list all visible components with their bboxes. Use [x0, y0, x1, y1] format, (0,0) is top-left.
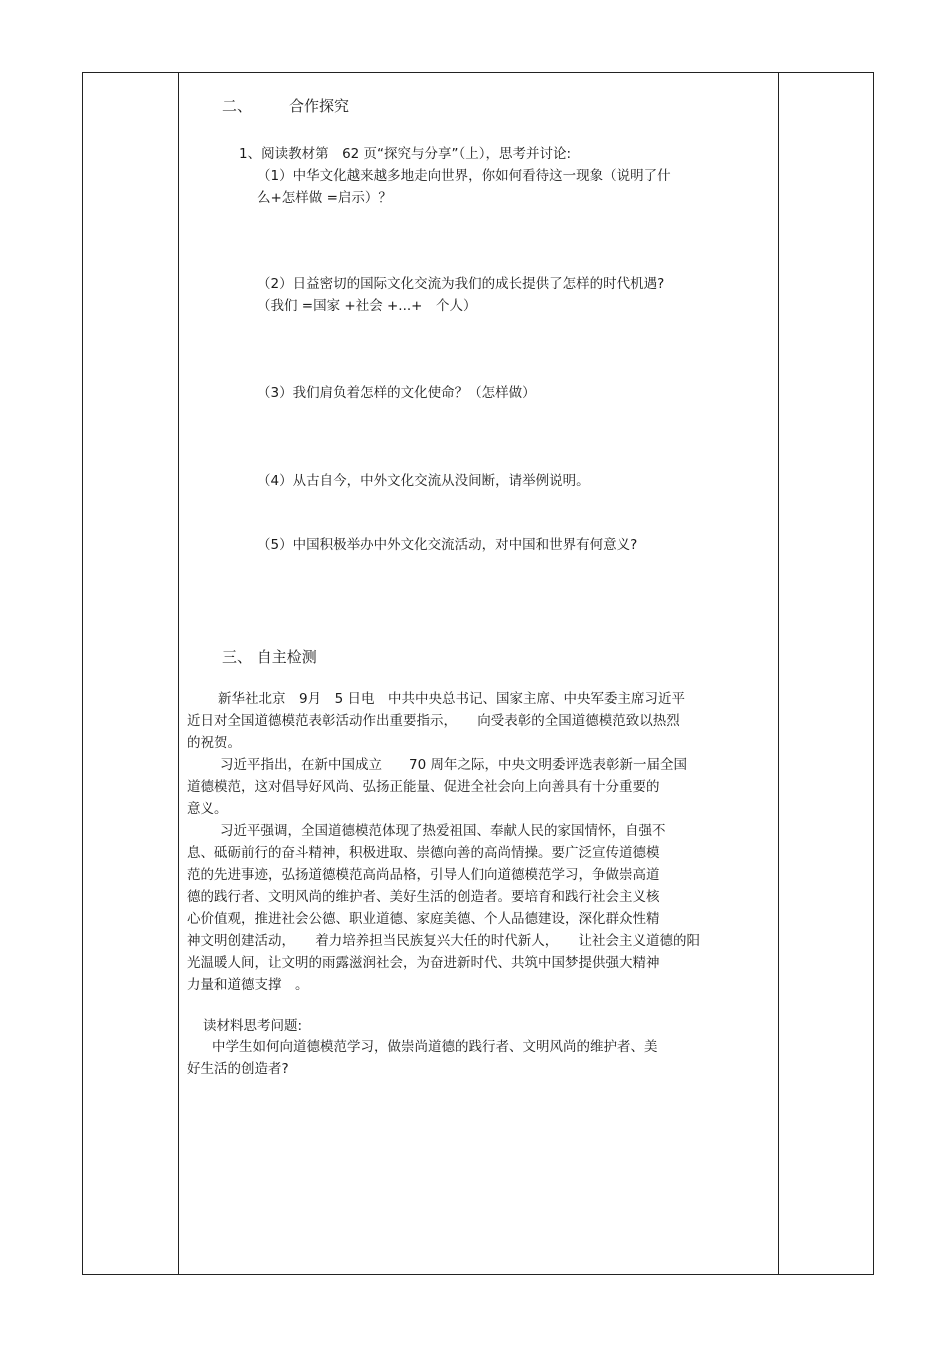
paragraph-3-line-7: 光温暖人间，让文明的雨露滋润社会，为奋进新时代、共筑中国梦提供强大精神	[187, 955, 660, 971]
question-5: （5）中国积极举办中外文化交流活动，对中国和世界有何意义?	[257, 537, 638, 553]
paragraph-3-line-3: 范的先进事迹，弘扬道德模范高尚品格，引导人们向道德模范学习，争做崇高道	[187, 867, 660, 883]
question-2-line-2: （我们 =国家 +社会 +...+ 个人）	[257, 298, 477, 314]
paragraph-3-line-6: 神文明创建活动， 着力培养担当民族复兴大任的时代新人， 让社会主义道德的阳	[187, 933, 700, 949]
think-question-line-1: 中学生如何向道德模范学习，做崇尚道德的践行者、文明风尚的维护者、美	[212, 1039, 658, 1055]
question-3: （3）我们肩负着怎样的文化使命？（怎样做）	[257, 385, 536, 401]
paragraph-2-line-3: 意义。	[187, 801, 228, 817]
section3-heading: 三、 自主检测	[222, 648, 317, 666]
paragraph-1-line-3: 的祝贺。	[187, 735, 241, 751]
paragraph-3-line-5: 心价值观，推进社会公德、职业道德、家庭美德、个人品德建设，深化群众性精	[187, 911, 660, 927]
question-4: （4）从古自今，中外文化交流从没间断，请举例说明。	[257, 473, 590, 489]
think-question-line-2: 好生活的创造者?	[187, 1061, 289, 1077]
paragraph-3-line-4: 德的践行者、文明风尚的维护者、美好生活的创造者。要培育和践行社会主义核	[187, 889, 660, 905]
column-divider-left	[178, 72, 179, 1275]
question-1-line-1: （1）中华文化越来越多地走向世界，你如何看待这一现象（说明了什	[257, 168, 671, 184]
section2-heading-num: 二、	[222, 97, 253, 115]
paragraph-2-line-1: 习近平指出，在新中国成立 70 周年之际，中央文明委评选表彰新一届全国	[220, 757, 687, 773]
paragraph-1-line-2: 近日对全国道德模范表彰活动作出重要指示， 向受表彰的全国道德模范致以热烈	[187, 713, 680, 729]
think-label: 读材料思考问题:	[203, 1018, 303, 1034]
paragraph-3-line-2: 息、砥砺前行的奋斗精神，积极进取、崇德向善的高尚情操。要广泛宣传道德模	[187, 845, 660, 861]
section2-intro: 1、阅读教材第 62 页“探究与分享”（上），思考并讨论:	[239, 146, 572, 162]
paragraph-1-line-1: 新华社北京 9月 5 日电 中共中央总书记、国家主席、中央军委主席习近平	[218, 691, 685, 707]
section2-heading-title: 合作探究	[289, 97, 350, 115]
paragraph-3-line-8: 力量和道德支撑 。	[187, 977, 309, 993]
column-divider-right	[778, 72, 779, 1275]
paragraph-2-line-2: 道德模范，这对倡导好风尚、弘扬正能量、促进全社会向上向善具有十分重要的	[187, 779, 660, 795]
question-1-line-2: 么+怎样做 =启示）？	[257, 190, 392, 206]
paragraph-3-line-1: 习近平强调，全国道德模范体现了热爱祖国、奉献人民的家国情怀，自强不	[220, 823, 666, 839]
question-2-line-1: （2）日益密切的国际文化交流为我们的成长提供了怎样的时代机遇?	[257, 276, 665, 292]
table-frame	[82, 72, 874, 1275]
